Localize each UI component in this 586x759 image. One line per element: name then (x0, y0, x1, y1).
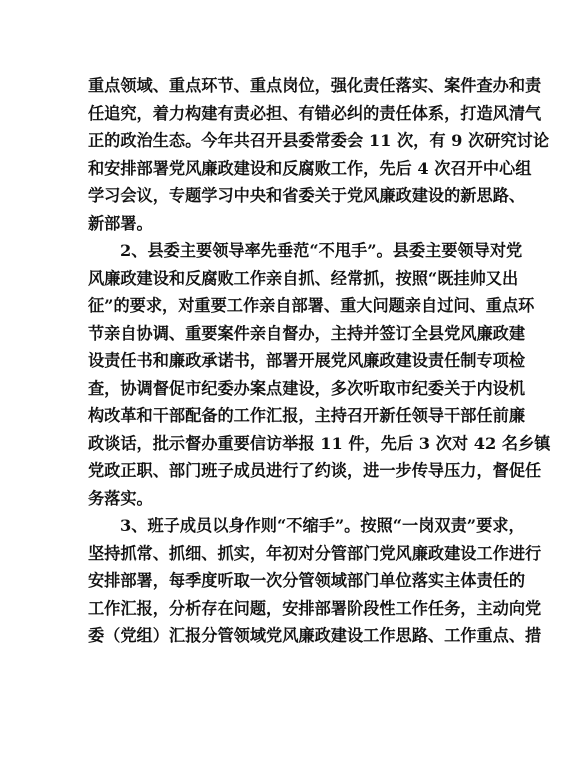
text-line: 风廉政建设和反腐败工作亲自抓、经常抓，按照“既挂帅又出 (88, 268, 519, 288)
paragraph-2 (88, 237, 551, 512)
text-line: 新部署。 (88, 213, 153, 233)
text-line: 查，协调督促市纪委办案点建设，多次听取市纪委关于内设机 (88, 378, 526, 398)
text-line: 安排部署，每季度听取一次分管领域部门单位落实主体责任的 (88, 571, 526, 590)
text-line: 和安排部署党风廉政建设和反腐败工作，先后 4 次召开中心组 (88, 158, 532, 178)
text-line: 工作汇报，分析存在问题，安排部署阶段性工作任务，主动向党 (88, 598, 542, 618)
text-line: 重点领域、重点环节、重点岗位，强化责任落实、案件查办和责 (88, 76, 542, 95)
text-line: 坚持抓常、抓细、抓实，年初对分管部门党风廉政建设工作进行 (88, 543, 542, 563)
paragraph-3 (88, 512, 542, 650)
text-line: 务落实。 (88, 488, 153, 508)
text-line: 学习会议，专题学习中央和省委关于党风廉政建设的新思路、 (88, 186, 526, 205)
text-line: 构改革和干部配备的工作汇报，主持召开新任领导干部任前廉 (88, 406, 526, 425)
text-line: 任追究，着力构建有责必担、有错必纠的责任体系，打造风清气 (88, 103, 542, 123)
text-line: 设责任书和廉政承诺书，部署开展党风廉政建设责任制专项检 (88, 351, 526, 370)
text-line: 3、班子成员以身作则“不缩手”。按照“一岗双责”要求， (120, 516, 525, 535)
text-line: 正的政治生态。今年共召开县委常委会 11 次，有 9 次研究讨论 (88, 131, 550, 150)
text-line: 征”的要求，对重要工作亲自部署、重大问题亲自过问、重点环 (88, 296, 535, 315)
text-line: 政谈话，批示督办重要信访举报 11 件，先后 3 次对 42 名乡镇 (88, 433, 551, 453)
text-line: 节亲自协调、重要案件亲自督办，主持并签订全县党风廉政建 (88, 323, 526, 343)
paragraph-1 (88, 72, 550, 237)
text-line: 2、县委主要领导率先垂范“不甩手”。县委主要领导对党 (120, 241, 523, 260)
text-line: 党政正职、部门班子成员进行了约谈，进一步传导压力，督促任 (88, 461, 542, 480)
text-line: 委（党组）汇报分管领域党风廉政建设工作思路、工作重点、措 (88, 626, 542, 645)
